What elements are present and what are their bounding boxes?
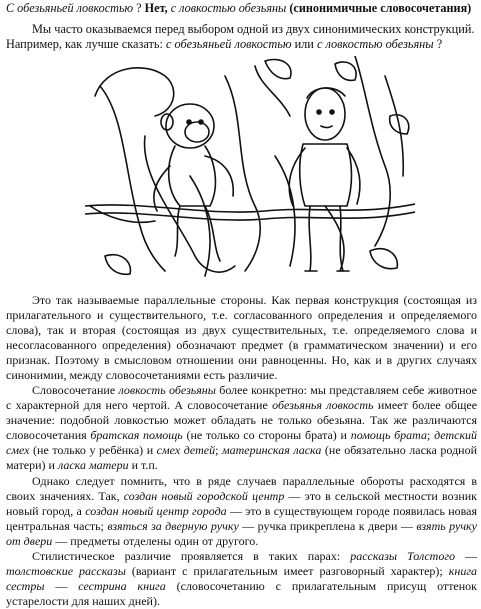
paragraph-3 [6,474,477,549]
paragraph-2 [6,383,477,472]
p2-example-f: братская помощь [90,428,183,443]
article-body [6,293,477,609]
p4-example-b: рассказы Толстого [350,549,456,564]
p2-text-g: (не только со стороны брата) и [186,428,347,443]
p2-example-n: материнская ласка [221,443,322,458]
p4-text-i: (словосочетанию с прилагательным присущ оттенок устарелости для наших дней). [6,579,478,609]
leaves [105,60,409,275]
title-answer: Нет, [144,1,168,15]
title-correct: с ловкостью обезьяны [170,1,287,15]
intro-option-2: с ловкостью обезьяны [316,37,434,52]
intro [6,22,476,53]
p2-text-q: и т.п. [131,457,158,472]
p3-example-f: взяться за дверную ручку [107,518,239,533]
p4-text-g: — [55,579,68,594]
p3-text-e: — это в существующем городе появилась новая центральная часть; [6,503,478,533]
p4-text-e: (вариант с прилагательным имеет разговорный характер); [131,564,443,579]
p2-text-e: имеет более общее значение: подобной ловкостью может обладать не только обезьяна. Так же различаются словосочетания [6,398,478,443]
p2-example-p: ласка матери [57,457,129,472]
p3-text-a: Однако следует помнить, что в ряде случаев параллельные обороты расходятся в своих значениях. Так, [6,473,477,503]
p2-text-m: ; [215,443,219,458]
p3-text-i: — предметы отделены один от другого. [55,533,259,548]
p2-text-i: ; [426,428,431,443]
branch [85,204,415,212]
intro-option-1: с обезьяньей ловкостью [165,37,292,52]
intro-text: Например, как лучше сказать: [6,37,163,52]
p2-example-l: смех детей [156,443,216,458]
intro-or: или [294,37,314,52]
p3-example-d: создан новый центр города [85,503,227,518]
p4-example-d: толстовские рассказы [6,564,126,579]
p2-text-c: более конкретно: мы представляем себе животное с характерной для него чертой. А словосочетание [6,383,477,413]
p3-example-h: взять ручку от двери [6,518,477,548]
intro-line-2 [6,37,476,52]
p2-example-b: ловкость обезьяны [118,383,216,398]
title-mark: ? [136,1,142,15]
paragraph-4 [6,549,477,609]
illustration [85,56,415,284]
p3-text-c: — это в сельской местности возник новый город, а [6,488,477,518]
p2-text-o: (не обязательно ласка родной матери) и [6,443,478,472]
p2-text-k: (не только у ребёнка) и [33,443,154,458]
boy-figure [289,88,360,271]
page-title [6,1,478,16]
p4-text-c: — [465,549,478,564]
paragraph-1: Это так называемые параллельные стороны. Как первая конструкция (состоящая из прилагательного и существительного, т.е. согласованного определения и определяемого слова), так и вторая (состоящая из двух существительных, т.е. определяемого слова и несогласованного определения) обозначают предмет (в грамматическом значении) и его признак. Поэтому в смысловом отношении они равноценны. Но, как и в других случаях синонимии, между словосочетаниями есть различие. [6,293,477,382]
p2-example-h: помощь брата [350,428,427,443]
p3-example-b: создан новый городской центр [123,488,285,503]
p4-text-a: Стилистическое различие проявляется в таких парах: [32,549,341,564]
intro-line-1: Мы часто оказываемся перед выбором одной из двух синонимических конструкций. [32,22,475,36]
p3-text-g: — ручка прикреплена к двери — [242,518,413,533]
p2-example-d: обезьянья ловкость [272,398,374,413]
intro-end: ? [436,37,443,52]
p2-text-a: Словосочетание [32,383,116,398]
title-wrong: С обезьяньей ловкостью [6,1,134,15]
p2-example-j: детский смех [6,428,478,458]
p4-example-h: сестрина книга [78,579,166,594]
title-note: (синонимичные словосочетания) [289,1,472,15]
p4-example-f: книга сестры [6,564,477,594]
